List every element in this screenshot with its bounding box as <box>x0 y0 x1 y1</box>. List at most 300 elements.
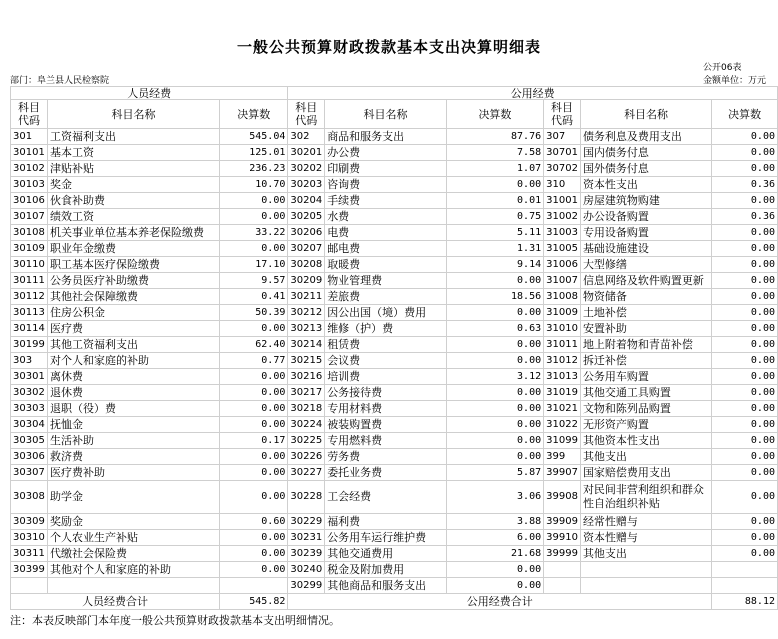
code-cell: 399 <box>544 449 581 465</box>
code-cell: 30301 <box>11 369 48 385</box>
name-cell: 机关事业单位基本养老保险缴费 <box>47 225 219 241</box>
name-cell: 办公设备购置 <box>580 209 711 225</box>
table-row <box>11 417 778 433</box>
table-row <box>11 241 778 257</box>
amount-cell: 87.76 <box>446 129 543 145</box>
code-cell: 39908 <box>544 481 581 514</box>
public-total-label: 公用经费合计 <box>288 594 712 610</box>
amount-cell <box>712 578 778 594</box>
name-cell: 对民间非营利组织和群众性自治组织补贴 <box>580 481 711 514</box>
amount-cell: 0.00 <box>712 241 778 257</box>
code-cell: 307 <box>544 129 581 145</box>
name-cell: 资本性支出 <box>580 177 711 193</box>
amount-cell: 0.00 <box>446 353 543 369</box>
code-cell: 30201 <box>288 145 325 161</box>
amount-cell: 0.00 <box>220 401 288 417</box>
code-cell: 30109 <box>11 241 48 257</box>
amount-cell: 0.00 <box>712 546 778 562</box>
code-cell: 31001 <box>544 193 581 209</box>
amount-cell: 0.00 <box>446 385 543 401</box>
amount-cell: 0.01 <box>446 193 543 209</box>
amount-cell: 0.00 <box>712 433 778 449</box>
amount-cell: 3.06 <box>446 481 543 514</box>
name-cell: 离休费 <box>47 369 219 385</box>
code-cell: 30111 <box>11 273 48 289</box>
code-cell: 30103 <box>11 177 48 193</box>
name-cell: 专用设备购置 <box>580 225 711 241</box>
amount-cell: 0.00 <box>712 481 778 514</box>
code-cell: 30240 <box>288 562 325 578</box>
amount-cell: 9.14 <box>446 257 543 273</box>
code-cell: 31012 <box>544 353 581 369</box>
department-label: 部门：阜兰县人民检察院 <box>10 76 110 86</box>
amount-cell: 0.17 <box>220 433 288 449</box>
name-cell: 公务用车购置 <box>580 369 711 385</box>
name-cell: 公务员医疗补助缴费 <box>47 273 219 289</box>
name-cell: 拆迁补偿 <box>580 353 711 369</box>
amount-cell: 21.68 <box>446 546 543 562</box>
table-row <box>11 161 778 177</box>
name-cell: 物业管理费 <box>325 273 447 289</box>
table-row <box>11 337 778 353</box>
personnel-total-label: 人员经费合计 <box>11 594 220 610</box>
code-cell: 30303 <box>11 401 48 417</box>
code-cell: 30202 <box>288 161 325 177</box>
amount-cell: 0.00 <box>220 562 288 578</box>
code-cell: 30218 <box>288 401 325 417</box>
name-cell: 信息网络及软件购置更新 <box>580 273 711 289</box>
amount-cell: 0.00 <box>712 369 778 385</box>
column-header-row <box>11 100 778 129</box>
name-cell: 退休费 <box>47 385 219 401</box>
name-cell: 被装购置费 <box>325 417 447 433</box>
code-cell: 30229 <box>288 514 325 530</box>
name-cell: 公务接待费 <box>325 385 447 401</box>
public-total-value: 88.12 <box>712 594 778 610</box>
amount-cell: 0.00 <box>712 145 778 161</box>
amount-cell: 0.00 <box>446 433 543 449</box>
table-row <box>11 225 778 241</box>
code-cell: 30107 <box>11 209 48 225</box>
amount-cell: 33.22 <box>220 225 288 241</box>
name-cell: 国家赔偿费用支出 <box>580 465 711 481</box>
name-cell: 大型修缮 <box>580 257 711 273</box>
name-cell: 租赁费 <box>325 337 447 353</box>
amount-cell: 0.00 <box>446 562 543 578</box>
amount-cell: 0.00 <box>220 465 288 481</box>
table-row <box>11 193 778 209</box>
amount-cell: 9.57 <box>220 273 288 289</box>
code-cell: 30305 <box>11 433 48 449</box>
group-public: 公用经费 <box>288 87 778 100</box>
name-cell: 维修（护）费 <box>325 321 447 337</box>
footnote: 注：本表反映部门本年度一般公共预算财政拨款基本支出明细情况。 <box>10 614 340 627</box>
name-cell: 伙食补助费 <box>47 193 219 209</box>
table-row <box>11 449 778 465</box>
group-personnel: 人员经费 <box>11 87 288 100</box>
table-row <box>11 257 778 273</box>
amount-cell: 5.87 <box>446 465 543 481</box>
name-cell <box>47 578 219 594</box>
code-cell: 301 <box>11 129 48 145</box>
name-cell: 地上附着物和青苗补偿 <box>580 337 711 353</box>
unit-label: 金额单位：万元 <box>703 76 767 86</box>
name-cell: 退职（役）费 <box>47 401 219 417</box>
personnel-total-value: 545.82 <box>220 594 288 610</box>
table-row <box>11 530 778 546</box>
name-cell: 其他交通工具购置 <box>580 385 711 401</box>
amount-cell: 0.00 <box>712 449 778 465</box>
amount-cell: 0.00 <box>712 385 778 401</box>
code-cell: 31002 <box>544 209 581 225</box>
code-cell: 30224 <box>288 417 325 433</box>
code-cell: 30702 <box>544 161 581 177</box>
amount-cell: 0.00 <box>446 578 543 594</box>
amount-cell: 0.00 <box>220 546 288 562</box>
code-cell: 30206 <box>288 225 325 241</box>
amount-cell: 0.00 <box>712 530 778 546</box>
amount-cell: 0.00 <box>220 530 288 546</box>
amount-cell: 0.00 <box>712 225 778 241</box>
code-cell: 30307 <box>11 465 48 481</box>
amount-cell: 545.04 <box>220 129 288 145</box>
name-cell: 绩效工资 <box>47 209 219 225</box>
name-cell: 专用材料费 <box>325 401 447 417</box>
name-cell: 工资福利支出 <box>47 129 219 145</box>
code-cell: 30217 <box>288 385 325 401</box>
amount-cell: 17.10 <box>220 257 288 273</box>
code-cell: 30299 <box>288 578 325 594</box>
header-code-1: 科目代码 <box>11 100 48 129</box>
name-cell: 因公出国（境）费用 <box>325 305 447 321</box>
amount-cell: 0.00 <box>712 193 778 209</box>
name-cell: 其他工资福利支出 <box>47 337 219 353</box>
amount-cell: 18.56 <box>446 289 543 305</box>
name-cell: 奖励金 <box>47 514 219 530</box>
expenditure-table <box>10 86 778 610</box>
amount-cell: 125.01 <box>220 145 288 161</box>
name-cell: 印刷费 <box>325 161 447 177</box>
table-row <box>11 177 778 193</box>
name-cell: 对个人和家庭的补助 <box>47 353 219 369</box>
code-cell: 30112 <box>11 289 48 305</box>
code-cell: 30108 <box>11 225 48 241</box>
code-cell: 30304 <box>11 417 48 433</box>
table-row <box>11 546 778 562</box>
header-name-3: 科目名称 <box>580 100 711 129</box>
code-cell: 30302 <box>11 385 48 401</box>
amount-cell: 0.00 <box>712 161 778 177</box>
amount-cell: 0.00 <box>712 417 778 433</box>
amount-cell: 0.00 <box>446 273 543 289</box>
name-cell: 土地补偿 <box>580 305 711 321</box>
table-row <box>11 514 778 530</box>
code-cell: 30113 <box>11 305 48 321</box>
code-cell: 30101 <box>11 145 48 161</box>
amount-cell: 0.00 <box>220 481 288 514</box>
amount-cell: 0.00 <box>446 177 543 193</box>
amount-cell: 0.00 <box>712 465 778 481</box>
table-row <box>11 145 778 161</box>
amount-cell: 0.00 <box>220 385 288 401</box>
name-cell: 资本性赠与 <box>580 530 711 546</box>
name-cell: 经常性赠与 <box>580 514 711 530</box>
code-cell: 31021 <box>544 401 581 417</box>
code-cell: 30214 <box>288 337 325 353</box>
code-cell: 31022 <box>544 417 581 433</box>
name-cell: 基础设施建设 <box>580 241 711 257</box>
name-cell: 救济费 <box>47 449 219 465</box>
header-name-1: 科目名称 <box>47 100 219 129</box>
amount-cell: 7.58 <box>446 145 543 161</box>
page-title: 一般公共预算财政拨款基本支出决算明细表 <box>236 38 541 56</box>
code-cell: 30227 <box>288 465 325 481</box>
amount-cell: 0.00 <box>220 241 288 257</box>
name-cell: 专用燃料费 <box>325 433 447 449</box>
name-cell: 劳务费 <box>325 449 447 465</box>
code-cell: 302 <box>288 129 325 145</box>
amount-cell: 10.70 <box>220 177 288 193</box>
table-row <box>11 401 778 417</box>
amount-cell: 0.00 <box>712 401 778 417</box>
name-cell: 抚恤金 <box>47 417 219 433</box>
amount-cell: 0.00 <box>446 401 543 417</box>
table-row <box>11 273 778 289</box>
code-cell: 30311 <box>11 546 48 562</box>
code-cell: 310 <box>544 177 581 193</box>
amount-cell: 0.00 <box>220 449 288 465</box>
code-cell: 30309 <box>11 514 48 530</box>
name-cell: 咨询费 <box>325 177 447 193</box>
name-cell: 基本工资 <box>47 145 219 161</box>
table-number: 公开06表 <box>703 63 742 73</box>
code-cell: 31010 <box>544 321 581 337</box>
amount-cell: 0.00 <box>712 514 778 530</box>
name-cell: 电费 <box>325 225 447 241</box>
amount-cell: 0.75 <box>446 209 543 225</box>
name-cell: 委托业务费 <box>325 465 447 481</box>
amount-cell: 3.12 <box>446 369 543 385</box>
table-row <box>11 385 778 401</box>
code-cell: 30204 <box>288 193 325 209</box>
name-cell: 公务用车运行维护费 <box>325 530 447 546</box>
name-cell: 助学金 <box>47 481 219 514</box>
code-cell: 31006 <box>544 257 581 273</box>
table-row <box>11 353 778 369</box>
table-row <box>11 465 778 481</box>
amount-cell: 6.00 <box>446 530 543 546</box>
code-cell: 30110 <box>11 257 48 273</box>
table-row <box>11 481 778 514</box>
table-row <box>11 129 778 145</box>
name-cell: 办公费 <box>325 145 447 161</box>
code-cell: 39909 <box>544 514 581 530</box>
code-cell: 31003 <box>544 225 581 241</box>
name-cell: 其他支出 <box>580 546 711 562</box>
name-cell: 其他交通费用 <box>325 546 447 562</box>
amount-cell: 0.00 <box>446 449 543 465</box>
name-cell: 国内债务付息 <box>580 145 711 161</box>
amount-cell: 0.00 <box>220 209 288 225</box>
code-cell: 31007 <box>544 273 581 289</box>
amount-cell <box>220 578 288 594</box>
name-cell: 福利费 <box>325 514 447 530</box>
name-cell: 债务利息及费用支出 <box>580 129 711 145</box>
code-cell: 30701 <box>544 145 581 161</box>
amount-cell: 50.39 <box>220 305 288 321</box>
code-cell: 30208 <box>288 257 325 273</box>
amount-cell: 5.11 <box>446 225 543 241</box>
name-cell: 奖金 <box>47 177 219 193</box>
amount-cell: 0.00 <box>446 305 543 321</box>
name-cell: 税金及附加费用 <box>325 562 447 578</box>
amount-cell: 0.00 <box>712 257 778 273</box>
amount-cell: 0.00 <box>712 305 778 321</box>
amount-cell: 0.00 <box>712 273 778 289</box>
name-cell: 职工基本医疗保险缴费 <box>47 257 219 273</box>
code-cell: 30205 <box>288 209 325 225</box>
name-cell: 国外债务付息 <box>580 161 711 177</box>
amount-cell: 236.23 <box>220 161 288 177</box>
code-cell: 30225 <box>288 433 325 449</box>
code-cell: 30203 <box>288 177 325 193</box>
code-cell <box>544 578 581 594</box>
code-cell <box>11 578 48 594</box>
amount-cell: 0.41 <box>220 289 288 305</box>
header-name-2: 科目名称 <box>325 100 447 129</box>
code-cell: 39907 <box>544 465 581 481</box>
code-cell: 30228 <box>288 481 325 514</box>
code-cell: 303 <box>11 353 48 369</box>
header-amount-1: 决算数 <box>220 100 288 129</box>
code-cell: 30211 <box>288 289 325 305</box>
header-amount-3: 决算数 <box>712 100 778 129</box>
amount-cell <box>712 562 778 578</box>
table-row <box>11 433 778 449</box>
code-cell: 31011 <box>544 337 581 353</box>
amount-cell: 0.00 <box>712 337 778 353</box>
code-cell: 31009 <box>544 305 581 321</box>
amount-cell: 0.60 <box>220 514 288 530</box>
name-cell: 取暖费 <box>325 257 447 273</box>
code-cell: 30231 <box>288 530 325 546</box>
name-cell: 生活补助 <box>47 433 219 449</box>
amount-cell: 0.77 <box>220 353 288 369</box>
code-cell: 30209 <box>288 273 325 289</box>
amount-cell: 0.00 <box>220 369 288 385</box>
amount-cell: 0.00 <box>446 417 543 433</box>
code-cell: 30199 <box>11 337 48 353</box>
name-cell: 邮电费 <box>325 241 447 257</box>
amount-cell: 1.31 <box>446 241 543 257</box>
code-cell: 31019 <box>544 385 581 401</box>
code-cell <box>544 562 581 578</box>
name-cell: 其他资本性支出 <box>580 433 711 449</box>
amount-cell: 0.00 <box>220 193 288 209</box>
amount-cell: 0.00 <box>712 353 778 369</box>
code-cell: 31099 <box>544 433 581 449</box>
name-cell: 其他商品和服务支出 <box>325 578 447 594</box>
name-cell: 会议费 <box>325 353 447 369</box>
name-cell: 医疗费补助 <box>47 465 219 481</box>
name-cell: 医疗费 <box>47 321 219 337</box>
name-cell: 个人农业生产补贴 <box>47 530 219 546</box>
name-cell: 其他支出 <box>580 449 711 465</box>
table-row <box>11 289 778 305</box>
amount-cell: 0.00 <box>712 289 778 305</box>
code-cell: 31013 <box>544 369 581 385</box>
code-cell: 30306 <box>11 449 48 465</box>
name-cell: 其他社会保障缴费 <box>47 289 219 305</box>
table-row <box>11 321 778 337</box>
name-cell: 差旅费 <box>325 289 447 305</box>
name-cell: 培训费 <box>325 369 447 385</box>
name-cell: 工会经费 <box>325 481 447 514</box>
code-cell: 30308 <box>11 481 48 514</box>
code-cell: 30216 <box>288 369 325 385</box>
header-code-2: 科目代码 <box>288 100 325 129</box>
name-cell: 水费 <box>325 209 447 225</box>
code-cell: 30215 <box>288 353 325 369</box>
code-cell: 30207 <box>288 241 325 257</box>
group-header-row <box>11 87 778 100</box>
name-cell: 无形资产购置 <box>580 417 711 433</box>
code-cell: 30399 <box>11 562 48 578</box>
header-code-3: 科目代码 <box>544 100 581 129</box>
name-cell: 房屋建筑物购建 <box>580 193 711 209</box>
code-cell: 30310 <box>11 530 48 546</box>
table-row <box>11 369 778 385</box>
table-row <box>11 305 778 321</box>
table-row <box>11 562 778 578</box>
amount-cell: 0.36 <box>712 177 778 193</box>
name-cell: 津贴补贴 <box>47 161 219 177</box>
table-row <box>11 578 778 594</box>
header-amount-2: 决算数 <box>446 100 543 129</box>
amount-cell: 0.00 <box>220 417 288 433</box>
table-row <box>11 209 778 225</box>
code-cell: 39999 <box>544 546 581 562</box>
amount-cell: 3.88 <box>446 514 543 530</box>
code-cell: 30102 <box>11 161 48 177</box>
amount-cell: 1.07 <box>446 161 543 177</box>
code-cell: 31008 <box>544 289 581 305</box>
name-cell: 代缴社会保险费 <box>47 546 219 562</box>
name-cell: 物资储备 <box>580 289 711 305</box>
code-cell: 39910 <box>544 530 581 546</box>
name-cell <box>580 562 711 578</box>
name-cell: 住房公积金 <box>47 305 219 321</box>
code-cell: 30213 <box>288 321 325 337</box>
name-cell: 其他对个人和家庭的补助 <box>47 562 219 578</box>
amount-cell: 0.00 <box>712 129 778 145</box>
name-cell: 职业年金缴费 <box>47 241 219 257</box>
code-cell: 30114 <box>11 321 48 337</box>
amount-cell: 62.40 <box>220 337 288 353</box>
amount-cell: 0.00 <box>446 337 543 353</box>
amount-cell: 0.00 <box>220 321 288 337</box>
name-cell: 文物和陈列品购置 <box>580 401 711 417</box>
code-cell: 30106 <box>11 193 48 209</box>
amount-cell: 0.63 <box>446 321 543 337</box>
code-cell: 30226 <box>288 449 325 465</box>
code-cell: 30239 <box>288 546 325 562</box>
amount-cell: 0.00 <box>712 321 778 337</box>
name-cell: 安置补助 <box>580 321 711 337</box>
code-cell: 31005 <box>544 241 581 257</box>
name-cell: 手续费 <box>325 193 447 209</box>
code-cell: 30212 <box>288 305 325 321</box>
